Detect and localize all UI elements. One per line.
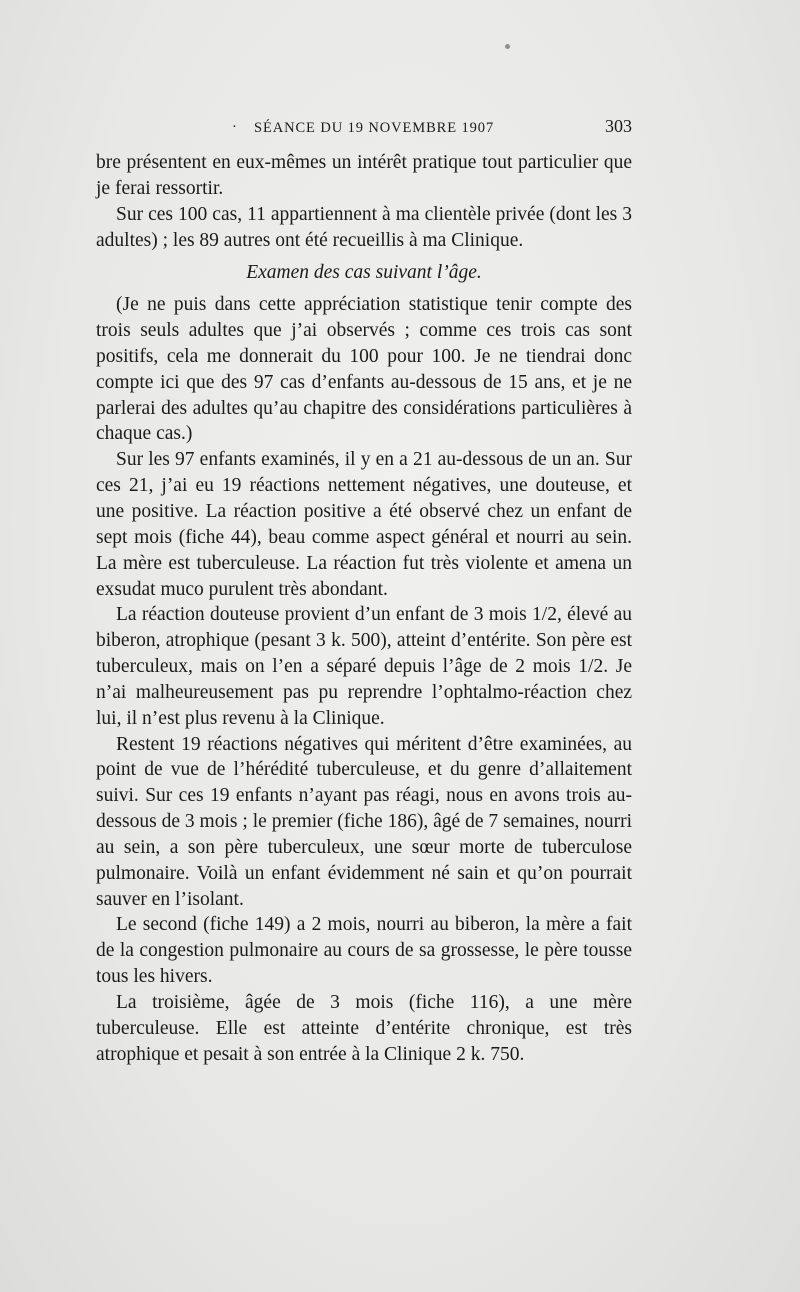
body-text xyxy=(96,150,632,1068)
paragraph: Restent 19 réactions négatives qui méritent d’être examinées, au point de vue de l’hérédité tuberculeuse, et du genre d’allaitement suivi. Sur ces 19 enfants n’ayant pas réagi, nous en avons trois au-dessous de 3 mois ; le premier (fiche 186), âgé de 7 semaines, nourri au sein, a son père tuberculeux, une sœur morte de tuberculose pulmonaire. Voilà un enfant évidemment né sain et qu’on pourrait sauver en l’isolant. xyxy=(96,733,632,910)
paragraph: La réaction douteuse provient d’un enfant de 3 mois 1/2, élevé au biberon, atrophique (pesant 3 k. 500), atteint d’entérite. Son père est tuberculeux, mais on l’en a séparé depuis l’âge de 2 mois 1/2. Je n’ai malheureusement pas pu reprendre l’ophtalmo-réaction chez lui, il n’est plus revenu à la Clinique. xyxy=(96,604,632,729)
paragraph: La troisième, âgée de 3 mois (fiche 116), a une mère tuberculeuse. Elle est atteinte d’entérite chronique, est très atrophique et pesait à son entrée à la Clinique 2 k. 750. xyxy=(96,992,632,1065)
ink-speck xyxy=(505,44,510,49)
section-title: Examen des cas suivant l’âge. xyxy=(246,262,482,284)
paragraph: Le second (fiche 149) a 2 mois, nourri au biberon, la mère a fait de la congestion pulmonaire au cours de sa grossesse, le père tousse tous les hivers. xyxy=(96,914,632,988)
paragraph: bre présentent en eux-mêmes un intérêt pratique tout particulier que je ferai ressortir. xyxy=(96,152,632,199)
running-title: SÉANCE DU 19 NOVEMBRE 1907 xyxy=(254,120,495,136)
header-dot: · xyxy=(232,119,238,135)
paragraph: (Je ne puis dans cette appréciation statistique tenir compte des trois seuls adultes que j’ai observés ; comme ces trois cas sont positifs, cela me donnerait du 100 pour 100. Je ne tiendrai donc compte ici que des 97 cas d’enfants au-dessous de 15 ans, et je ne parlerai des adultes qu’au chapitre des considérations particulières à chaque cas.) xyxy=(96,294,632,445)
paragraph: Sur les 97 enfants examinés, il y en a 21 au-dessous de un an. Sur ces 21, j’ai eu 19 réactions nettement négatives, une douteuse, et une positive. La réaction positive a été observé chez un enfant de sept mois (fiche 44), beau comme aspect général et nourri au sein. La mère est tuberculeuse. La réaction fut très violente et amena un exsudat muco purulent très abondant. xyxy=(96,449,632,600)
running-header xyxy=(96,118,632,142)
page-number: 303 xyxy=(605,116,632,136)
paragraph: Sur ces 100 cas, 11 appartiennent à ma clientèle privée (dont les 3 adultes) ; les 89 autres ont été recueillis à ma Clinique. xyxy=(96,203,632,251)
